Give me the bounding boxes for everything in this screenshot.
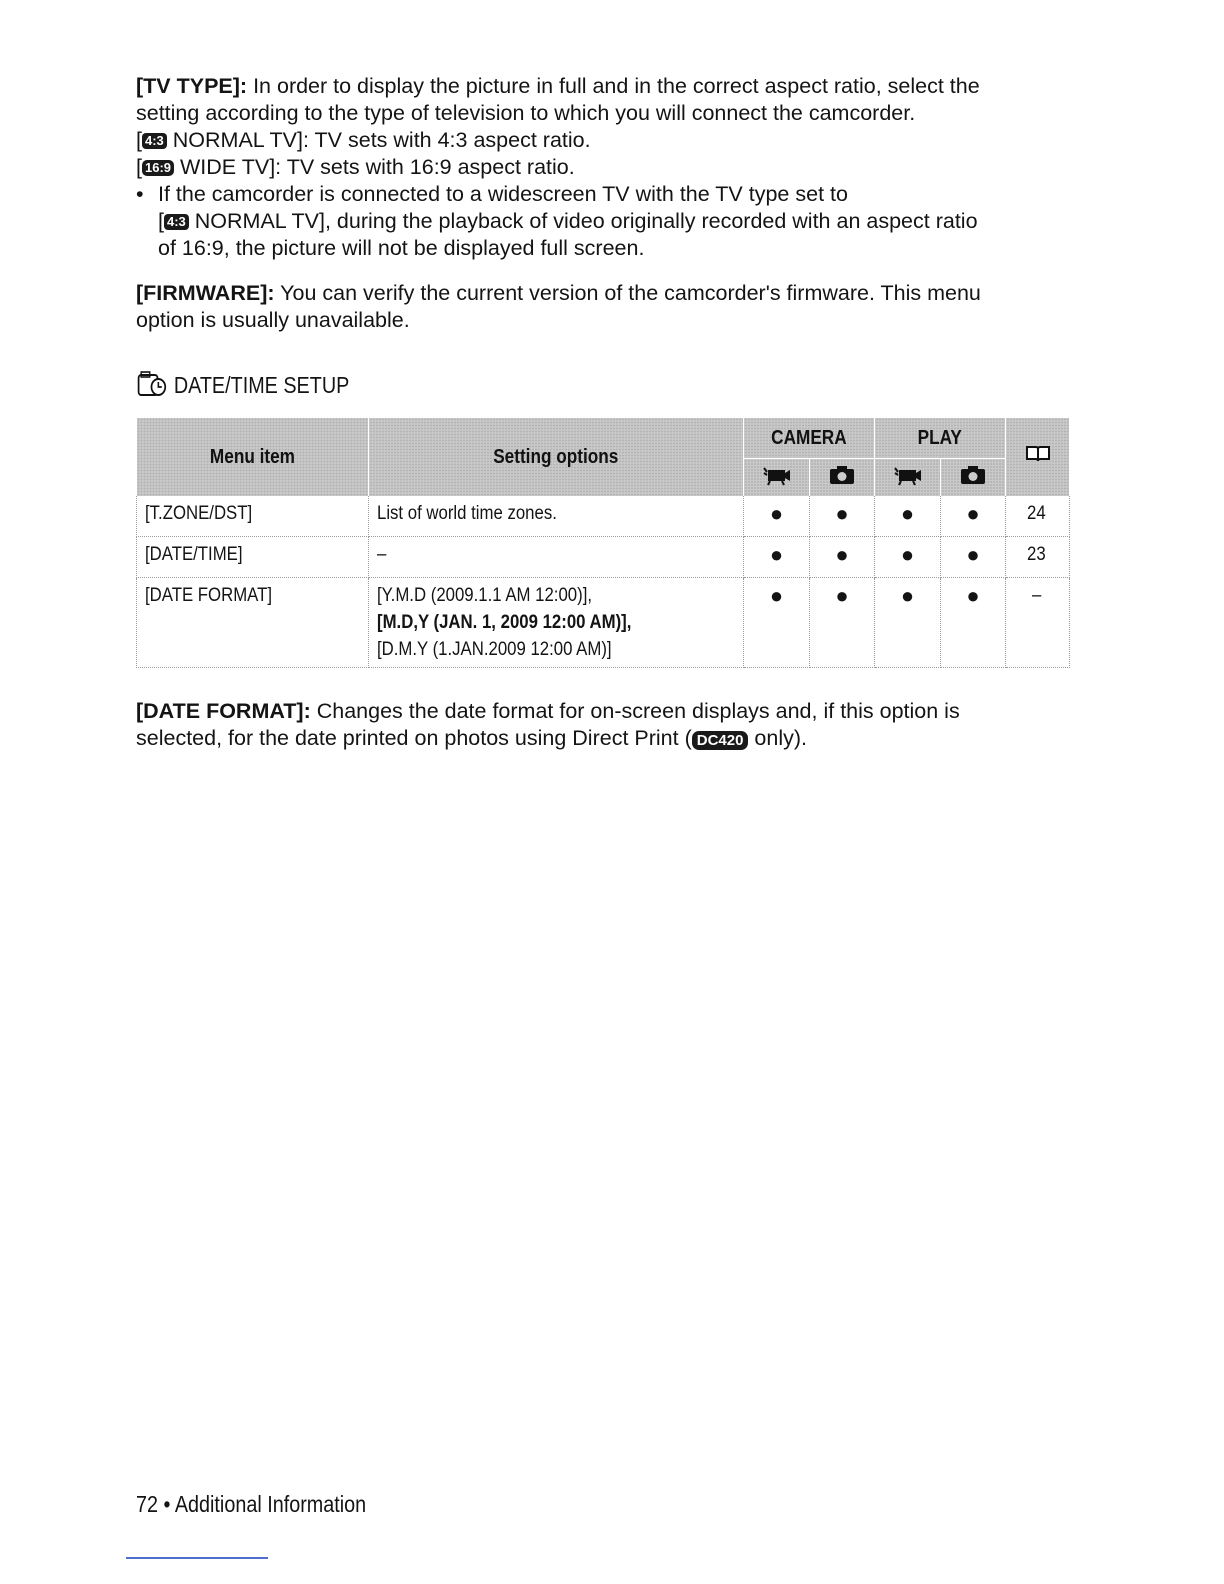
date-format-option: [D.M.Y (1.JAN.2009 12:00 AM)]	[377, 638, 612, 660]
camera-movie-availability: ●	[744, 496, 810, 537]
play-movie-availability: ●	[875, 496, 941, 537]
section-heading	[136, 370, 349, 400]
camera-photo-availability: ●	[810, 496, 875, 537]
footer-rule	[126, 1557, 268, 1559]
play-photo-availability: ●	[941, 496, 1006, 537]
tv-type-text-2: setting according to the type of television to which you will connect the camcorder.	[136, 101, 916, 125]
reference-page-cell: –	[1006, 578, 1070, 668]
play-photo-availability: ●	[941, 537, 1006, 578]
table-row	[137, 537, 1070, 578]
camera-photo-availability: ●	[810, 537, 875, 578]
photo-camera-icon	[828, 464, 856, 486]
tv-type-note: • If the camcorder is connected to a widescreen TV with the TV type set to	[136, 182, 848, 206]
firmware-paragraph	[136, 280, 1071, 334]
normal-tv-line: [ 4:3 NORMAL TV]: TV sets with 4:3 aspect ratio.	[136, 128, 591, 152]
date-format-paragraph	[136, 698, 1071, 752]
menu-item-cell: [DATE/TIME]	[137, 537, 369, 578]
header-play-movie	[875, 459, 941, 497]
date-format-line-2: selected, for the date printed on photos using Direct Print ( DC420 only).	[136, 726, 807, 750]
page-number: 72	[136, 1491, 159, 1517]
aspect-16-9-icon: 16:9	[142, 160, 174, 176]
header-camera-photo	[810, 459, 875, 497]
header-play: PLAY	[875, 418, 1006, 459]
reference-page-cell: 24	[1006, 496, 1070, 537]
tv-type-text: In order to display the picture in full and in the correct aspect ratio, select the	[253, 74, 980, 98]
tv-type-label: [TV TYPE]:	[136, 74, 248, 98]
header-camera: CAMERA	[744, 418, 875, 459]
tv-type-paragraph	[136, 73, 1071, 262]
setting-options-cell: List of world time zones.	[369, 496, 744, 537]
play-movie-availability: ●	[875, 537, 941, 578]
play-movie-availability: ●	[875, 578, 941, 668]
footer-separator: •	[163, 1491, 171, 1517]
section-title: DATE/TIME SETUP	[173, 371, 350, 398]
firmware-text: You can verify the current version of the camcorder's firmware. This menu	[280, 281, 981, 305]
aspect-4-3-icon: 4:3	[142, 133, 167, 149]
footer-section: Additional Information	[174, 1491, 367, 1517]
tv-type-note-2: [ 4:3 NORMAL TV], during the playback of video originally recorded with an aspect ratio	[158, 209, 978, 233]
date-format-option-default: [M.D,Y (JAN. 1, 2009 12:00 AM)],	[377, 611, 632, 633]
play-photo-availability: ●	[941, 578, 1006, 668]
header-setting-options: Setting options	[369, 418, 744, 496]
book-icon	[1025, 444, 1051, 464]
bullet-icon: •	[136, 182, 144, 206]
normal-tv-text: NORMAL TV]: TV sets with 4:3 aspect ratio.	[172, 128, 591, 152]
firmware-line-1	[136, 280, 1071, 307]
header-reference-page	[1006, 418, 1070, 496]
date-format-label: [DATE FORMAT]:	[136, 699, 311, 723]
menu-item-cell: [DATE FORMAT]	[137, 578, 369, 668]
reference-page-cell: 23	[1006, 537, 1070, 578]
firmware-label: [FIRMWARE]:	[136, 281, 275, 305]
model-dc420-icon: DC420	[692, 731, 749, 750]
movie-camera-icon	[893, 464, 923, 486]
table-row	[137, 578, 1070, 668]
movie-camera-icon	[762, 464, 792, 486]
datetime-setup-icon	[136, 370, 170, 400]
datetime-menu-table	[136, 418, 1070, 668]
wide-tv-line: [ 16:9 WIDE TV]: TV sets with 16:9 aspect ratio.	[136, 155, 575, 179]
date-format-text: Changes the date format for on-screen displays and, if this option is	[316, 699, 960, 723]
setting-options-cell: –	[369, 537, 744, 578]
header-menu-item: Menu item	[137, 418, 369, 496]
wide-tv-text: WIDE TV]: TV sets with 16:9 aspect ratio.	[180, 155, 575, 179]
aspect-4-3-icon: 4:3	[164, 214, 189, 230]
menu-item-cell: [T.ZONE/DST]	[137, 496, 369, 537]
camera-movie-availability: ●	[744, 578, 810, 668]
tv-type-note-3: of 16:9, the picture will not be displayed full screen.	[158, 236, 645, 260]
tv-type-line-1	[136, 73, 1071, 100]
header-play-photo	[941, 459, 1006, 497]
setting-options-cell	[369, 578, 744, 668]
date-format-option: [Y.M.D (2009.1.1 AM 12:00)],	[377, 584, 593, 606]
date-format-line-1	[136, 698, 1071, 725]
page-footer	[136, 1491, 366, 1518]
camera-photo-availability: ●	[810, 578, 875, 668]
header-camera-movie	[744, 459, 810, 497]
table-row	[137, 496, 1070, 537]
camera-movie-availability: ●	[744, 537, 810, 578]
photo-camera-icon	[959, 464, 987, 486]
firmware-text-2: option is usually unavailable.	[136, 308, 410, 332]
